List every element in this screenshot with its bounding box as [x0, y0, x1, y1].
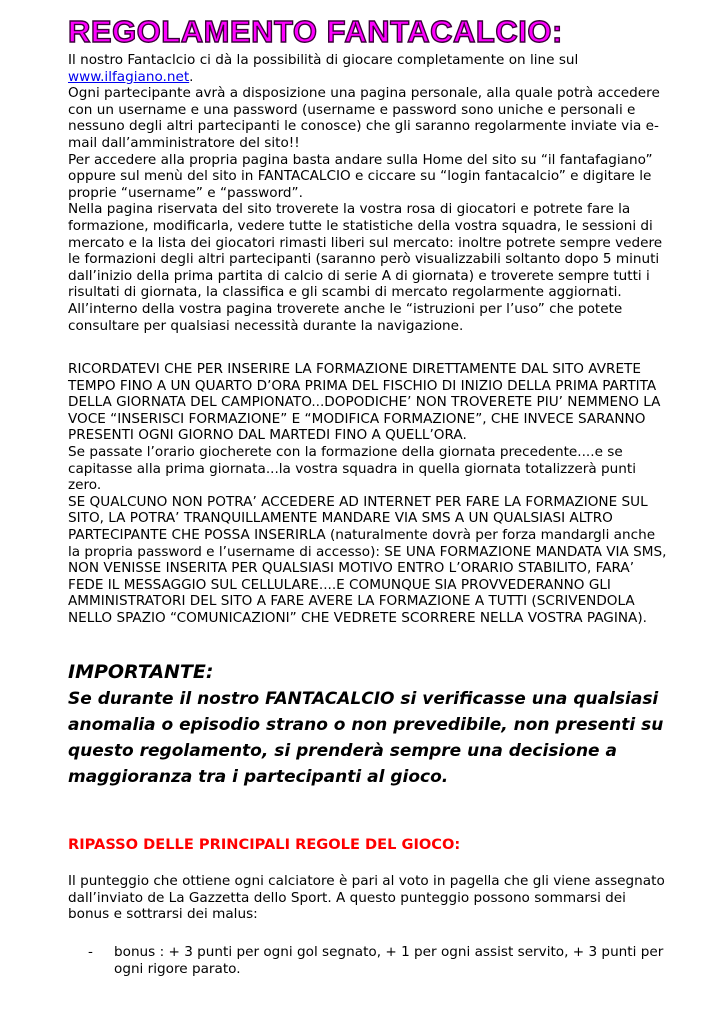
rules-section — [68, 361, 668, 627]
ripasso-section — [68, 873, 668, 923]
page-title: REGOLAMENTO FANTACALCIO: — [68, 14, 563, 49]
ripasso-text: Il punteggio che ottiene ogni calciatore è pari al voto in pagella che gli viene assegnato dall’inviato de La Gazzetta dello Sport. A questo punteggio possono sommarsi dei bonus e sottrarsi dei malus: — [68, 873, 665, 923]
rule-paragraph: SE QUALCUNO NON POTRA’ ACCEDERE AD INTERNET PER FARE LA FORMAZIONE SUL SITO, LA POTRA’ TRANQUILLAMENTE MANDARE VIA SMS A UN QUALSIASI ALTRO PARTECIPANTE CHE POSSA INSERIRLA (naturalmente dovrà per forza mandargli anche la propria password e l’username di accesso): SE UNA FORMAZIONE MANDATA VIA SMS, NON VENISSE INSERITA PER QUALSIASI MOTIVO ENTRO L’ORARIO STABILITO, FARA’ FEDE IL MESSAGGIO SUL CELLULARE....E COMUNQUE SIA PROVVEDERANNO GLI AMMINISTRATORI DEL SITO A FARE AVERE LA FORMAZIONE A TUTTI (SCRIVENDOLA NELLO SPAZIO “COMUNICAZIONI” CHE VEDRETE SCORRERE NELLA VOSTRA PAGINA). — [68, 493, 667, 626]
intro-text: Il nostro Fantaclcio ci dà la possibilità di giocare completamente on line sul — [68, 52, 579, 68]
intro-paragraph: Ogni partecipante avrà a disposizione una pagina personale, alla quale potrà accedere con un username e una password (username e password sono uniche e personali e nessuno degli altri partecipanti le conosce) che gli saranno regolarmente inviate via e-mail dall’amministratore del sito!! — [68, 85, 660, 151]
important-notice — [68, 686, 688, 790]
bullet-dash: - — [88, 944, 93, 960]
intro-section — [68, 52, 668, 334]
ripasso-heading: RIPASSO DELLE PRINCIPALI REGOLE DEL GIOCO: — [68, 836, 461, 853]
site-link[interactable]: www.ilfagiano.net — [68, 68, 190, 85]
intro-paragraph: Per accedere alla propria pagina basta andare sulla Home del sito su “il fantafagiano” oppure sul menù del sito in FANTACALCIO e ciccare su “login fantacalcio” e digitare le proprie “username” e “password”. — [68, 151, 653, 201]
rule-paragraph: Se passate l’orario giocherete con la formazione della giornata precedente....e se capitasse alla prima giornata...la vostra squadra in quella giornata totalizzerà punti zero. — [68, 443, 636, 494]
bonus-text: bonus : + 3 punti per ogni gol segnato, + 1 per ogni assist servito, + 3 punti per ogni rigore parato. — [114, 944, 664, 977]
rule-paragraph: RICORDATEVI CHE PER INSERIRE LA FORMAZIONE DIRETTAMENTE DAL SITO AVRETE TEMPO FINO A UN QUARTO D’ORA PRIMA DEL FISCHIO DI INIZIO DELLA PRIMA PARTITA DELLA GIORNATA DEL CAMPIONATO...DOPODICHE’ NON TROVERETE PIU’ NEMMENO LA VOCE “INSERISCI FORMAZIONE” E “MODIFICA FORMAZIONE”, CHE INVECE SARANNO PRESENTI OGNI GIORNO DAL MARTEDI FINO A QUELL’ORA. — [68, 361, 661, 444]
bonus-list-item — [88, 944, 668, 977]
intro-line — [68, 52, 668, 85]
intro-paragraph: Nella pagina riservata del sito troverete la vostra rosa di giocatori e potrete fare la formazione, modificarla, vedere tutte le statistiche della vostra squadra, le sessioni di mercato e la lista dei giocatori rimasti liberi sul mercato: inoltre potrete sempre vedere le formazioni degli altri partecipanti (saranno però visualizzabili soltanto dopo 5 minuti dall’inizio della prima partita di calcio di serie A di giornata) e troverete sempre tutti i risultati di giornata, la classifica e gli scambi di mercato regolarmente aggiornati. — [68, 201, 663, 301]
link-suffix: . — [189, 68, 194, 85]
intro-paragraph: All’interno della vostra pagina troverete anche le “istruzioni per l’uso” che potete consultare per qualsiasi necessità durante la navigazione. — [68, 300, 623, 334]
important-heading: IMPORTANTE: — [68, 661, 214, 683]
important-text: Se durante il nostro FANTACALCIO si verificasse una qualsiasi anomalia o episodio strano o non prevedibile, non presenti su questo regolamento, si prenderà sempre una decisione a maggioranza tra i partecipanti al gioco. — [68, 689, 664, 787]
